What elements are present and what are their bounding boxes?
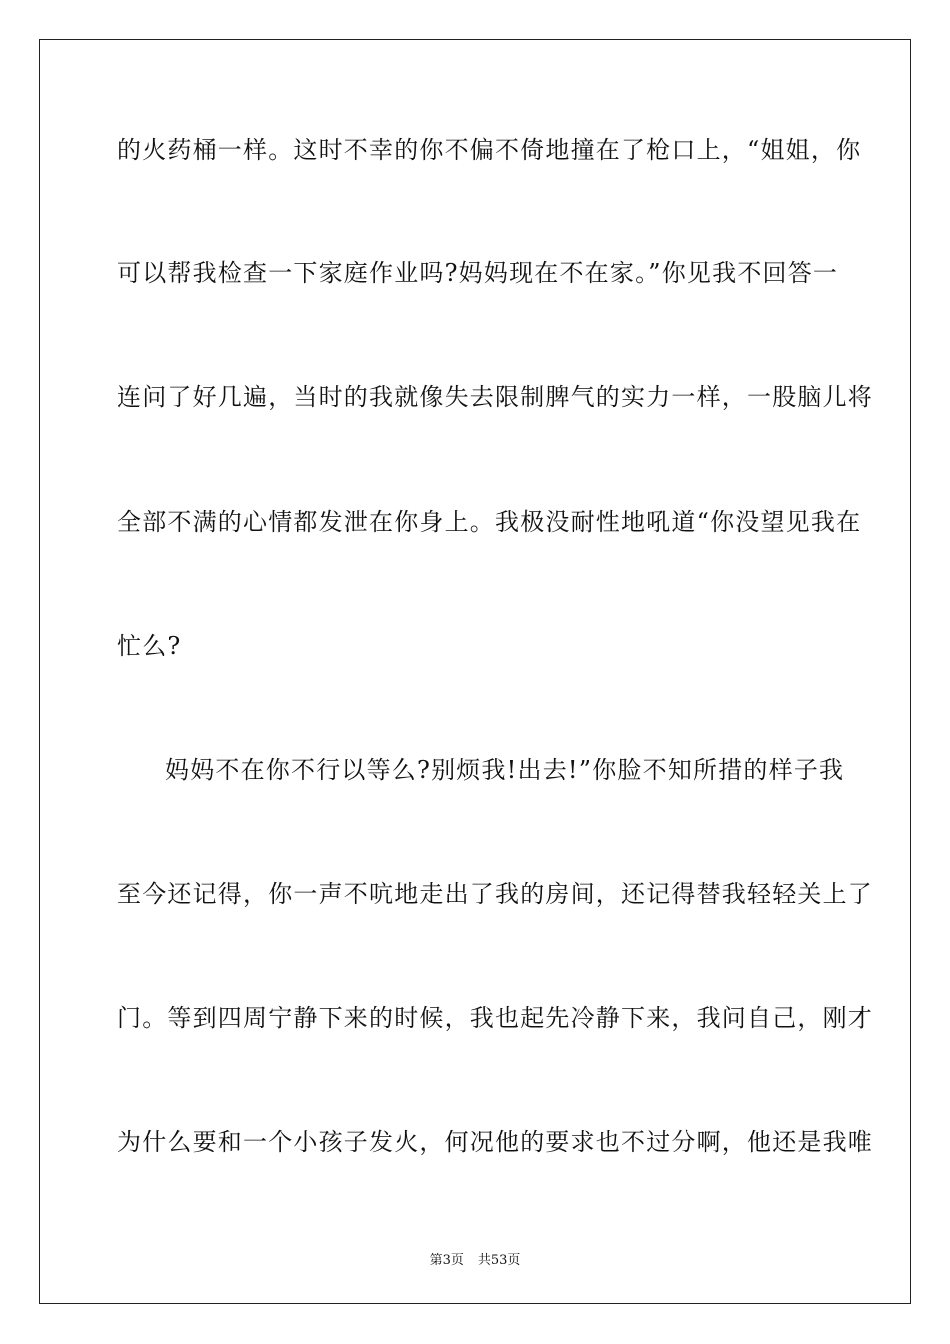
text-line-9: 为什么要和一个小孩子发火，何况他的要求也不过分啊，他还是我唯 xyxy=(117,1128,873,1156)
text-line-3: 连问了好几遍，当时的我就像失去限制脾气的实力一样，一股脑儿将 xyxy=(117,383,873,411)
total-pages: 共53页 xyxy=(477,1253,521,1268)
page-number: 第3页 xyxy=(429,1253,464,1268)
paragraph-start-line: 妈妈不在你不行以等么?别烦我!出去!”你脸不知所措的样子我 xyxy=(165,756,845,784)
page-border xyxy=(39,39,911,1304)
text-line-2: 可以帮我检查一下家庭作业吗?妈妈现在不在家。”你见我不回答一 xyxy=(117,259,839,287)
text-line-1: 的火药桶一样。这时不幸的你不偏不倚地撞在了枪口上，“姐姐，你 xyxy=(117,136,862,164)
text-line-7: 至今还记得，你一声不吭地走出了我的房间，还记得替我轻轻关上了 xyxy=(117,880,873,908)
text-line-5: 忙么? xyxy=(117,632,182,660)
page-footer xyxy=(0,1249,950,1268)
text-line-4: 全部不满的心情都发泄在你身上。我极没耐性地吼道“你没望见我在 xyxy=(117,508,862,536)
text-line-8: 门。等到四周宁静下来的时候，我也起先冷静下来，我问自己，刚才 xyxy=(117,1004,873,1032)
